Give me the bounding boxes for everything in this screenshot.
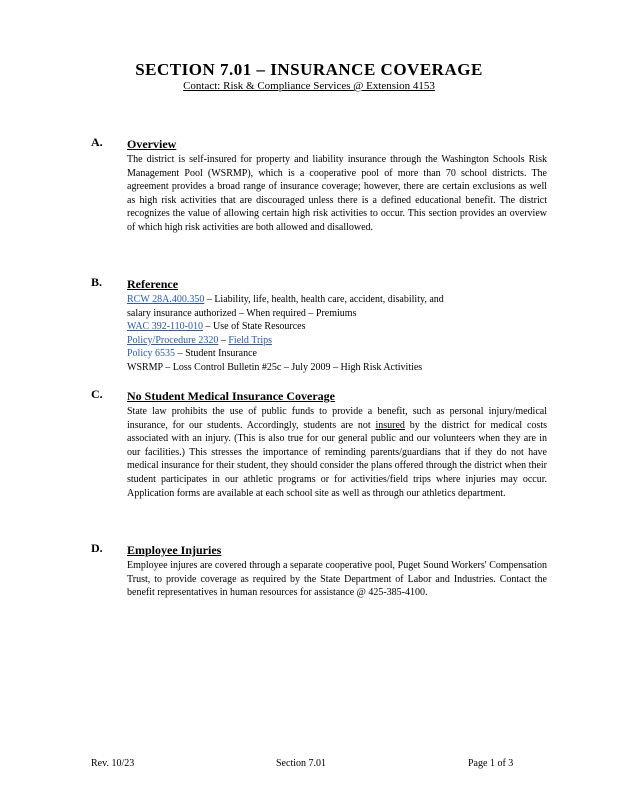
reference-text: – Use of State Resources xyxy=(203,321,306,333)
policy-link[interactable]: Policy 6535 xyxy=(127,348,176,360)
section-body xyxy=(127,275,547,375)
rcw-link[interactable]: RCW 28A.400.350 xyxy=(127,294,205,305)
paragraph-text: by the district for medical costs associated with an injury. (This is also true for our general public and our volunteers when they are in our facilities.) This stresses the importance of reminding parents/guardians that if they do not have medical insurance for their student, they should consider the plans offered through the district when their student participates in our athletic programs or for activities/field trips where injuries may occur. Application forms are available at each school site as well as through our athletics department. xyxy=(127,419,547,499)
section-letter: B. xyxy=(91,275,103,289)
reference-item-continued: salary insurance authorized – When required – Premiums xyxy=(127,307,357,319)
section-heading: No Student Medical Insurance Coverage xyxy=(127,389,335,403)
reference-item xyxy=(127,334,547,348)
section-paragraph: Employee injures are covered through a separate cooperative pool, Puget Sound Workers' Compensation Trust, to provide coverage as required by the State Department of Labor and Industries. Contact the benefit representatives in human resources for assistance @ 425-385-4100. xyxy=(127,560,547,599)
reference-separator: – xyxy=(218,334,229,346)
section-heading: Overview xyxy=(127,137,177,151)
reference-item xyxy=(127,347,547,361)
section-letter: A. xyxy=(91,135,103,149)
emphasized-word: insured xyxy=(375,419,405,431)
contact-line: Contact: Risk & Compliance Services @ Extension 4153 xyxy=(183,80,435,92)
reference-item: WSRMP – Loss Control Bulletin #25c – July 2009 – High Risk Activities xyxy=(127,361,423,373)
document-title: SECTION 7.01 – INSURANCE COVERAGE xyxy=(135,60,483,79)
field-trips-link[interactable]: Field Trips xyxy=(228,334,273,346)
footer-section: Section 7.01 xyxy=(276,758,326,769)
section-heading: Reference xyxy=(127,277,179,291)
section-heading: Employee Injuries xyxy=(127,543,222,557)
section-paragraph: The district is self-insured for property and liability insurance through the Washington Schools Risk Management Pool (WSRMP), which is a cooperative pool of more than 70 school districts. The agreement provides a broad range of insurance coverage; however, there are certain exclusions as well as high risk activities that are discouraged unless there is a defined educational benefit. The district recognizes the value of allowing certain high risk activities to occur. This section provides an overview of which high risk activities are both allowed and disallowed. xyxy=(127,154,547,233)
reference-item xyxy=(127,320,547,334)
paragraph-text: State law prohibits the use of public funds to provide a benefit, such as personal injury/medical insurance, for our students. Accordingly, students are not xyxy=(127,406,547,431)
section-letter: D. xyxy=(91,541,103,555)
section-paragraph xyxy=(127,405,547,500)
reference-text: – Student Insurance xyxy=(175,348,257,360)
section-letter: C. xyxy=(91,387,103,401)
wac-link[interactable]: WAC 392-110-010 xyxy=(127,321,204,333)
policy-procedure-link[interactable]: Policy/Procedure 2320 xyxy=(127,334,219,346)
reference-item xyxy=(127,293,547,307)
footer-revision: Rev. 10/23 xyxy=(91,758,135,769)
section-body xyxy=(127,387,547,500)
footer-page-number: Page 1 of 3 xyxy=(468,758,514,769)
section-body xyxy=(127,541,547,600)
reference-text: – Liability, life, health, health care, accident, disability, and xyxy=(204,294,444,305)
section-body xyxy=(127,135,547,235)
